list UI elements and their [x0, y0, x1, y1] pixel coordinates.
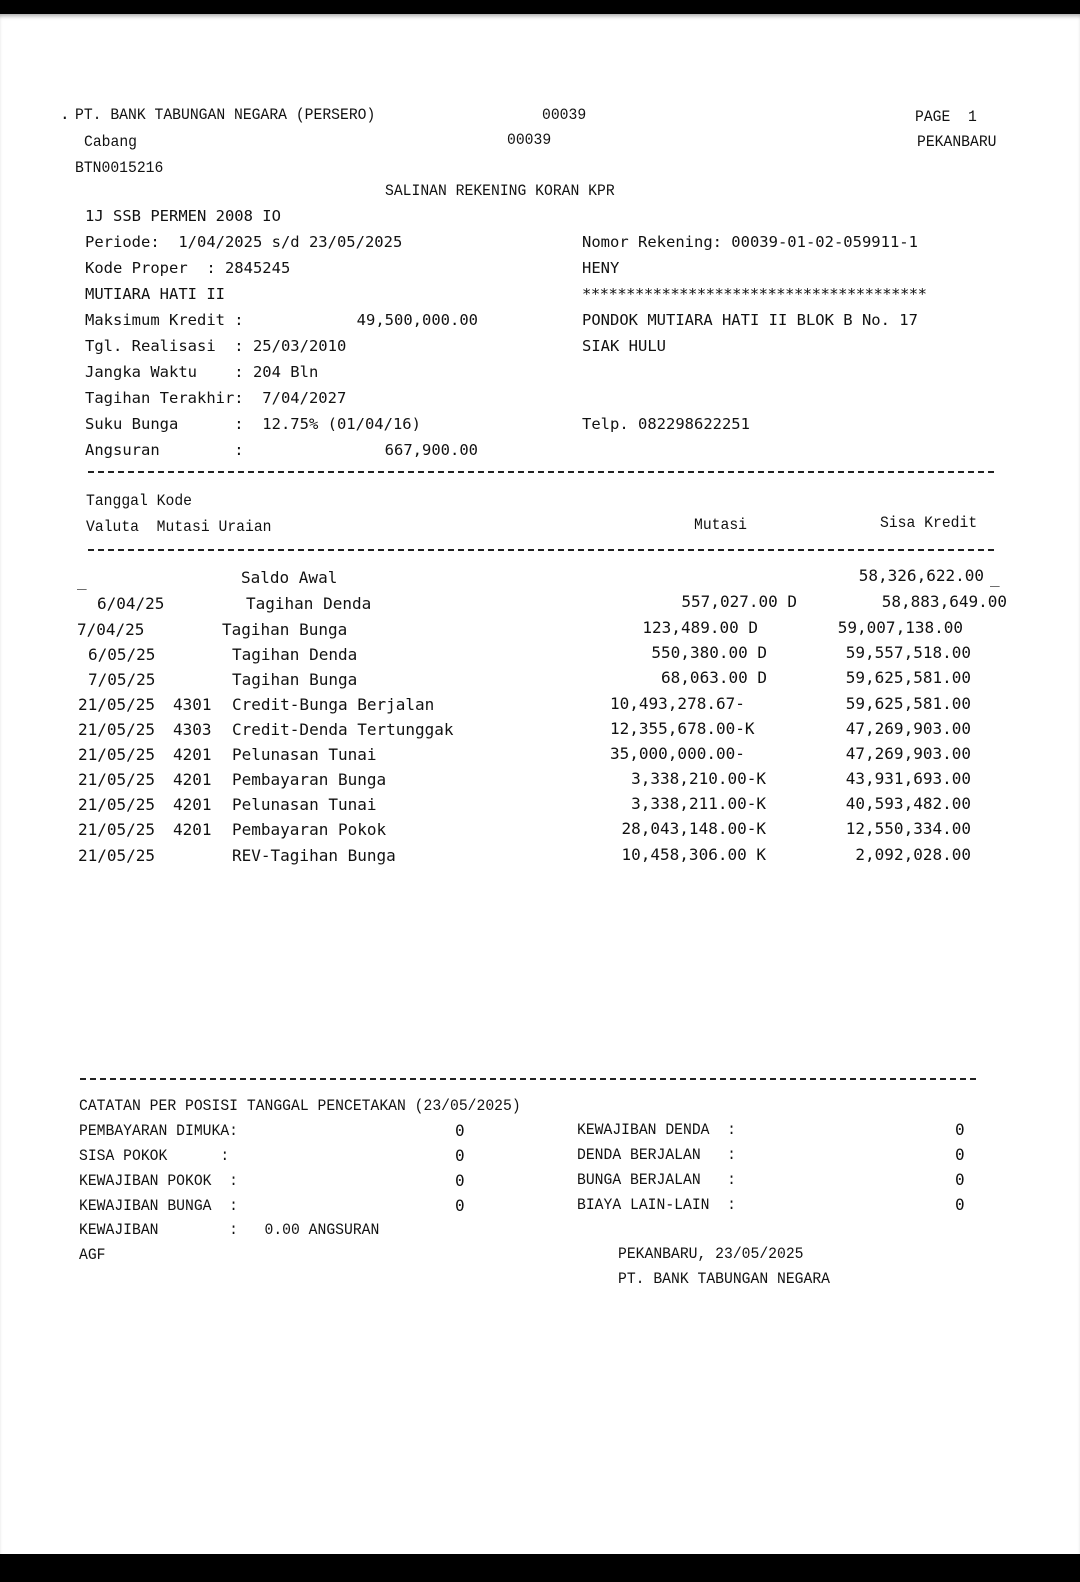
note-label-kewajiban-bunga: KEWAJIBAN BUNGA : [79, 1197, 239, 1215]
row-date: 21/05/25 [78, 820, 156, 839]
note-value-biaya-lain-lain: 0 [955, 1195, 965, 1214]
note-value-kewajiban-bunga: 0 [455, 1196, 465, 1215]
angsuran-label: Angsuran : [85, 441, 244, 459]
divider-bottom [80, 1078, 976, 1080]
place-date: PEKANBARU, 23/05/2025 [618, 1245, 804, 1263]
maksimum-kredit-label: Maksimum Kredit : [85, 311, 244, 329]
row-description: Pembayaran Bunga [232, 770, 387, 789]
row-sisa-kredit: 47,269,903.00 [845, 744, 971, 763]
note-value-pembayaran-dimuka: 0 [455, 1121, 465, 1140]
row-sisa-kredit: 59,557,518.00 [845, 643, 971, 662]
row-description: Credit-Denda Tertunggak [232, 720, 454, 739]
row-description: Pelunasan Tunai [232, 745, 377, 764]
opening-description: Saldo Awal [241, 568, 338, 587]
note-label-biaya-lain-lain: BIAYA LAIN-LAIN : [577, 1196, 737, 1214]
row-description: Pelunasan Tunai [232, 795, 377, 814]
header-bullet: . [60, 104, 70, 123]
row-sisa-kredit: 59,625,581.00 [845, 668, 971, 687]
opening-marker-right: _ [990, 568, 1000, 587]
row-mutasi: 3,338,211.00-K [631, 794, 766, 813]
tgl-realisasi: Tgl. Realisasi : 25/03/2010 [85, 337, 347, 355]
row-mutasi: 550,380.00 D [651, 643, 767, 662]
row-date: 21/05/25 [78, 745, 156, 764]
row-description: Tagihan Denda [246, 594, 372, 613]
row-sisa-kredit: 40,593,482.00 [845, 794, 971, 813]
address-line-2: SIAK HULU [582, 337, 666, 355]
opening-balance: 58,326,622.00 [858, 566, 984, 585]
divider-top [88, 471, 994, 473]
row-description: Tagihan Bunga [232, 670, 358, 689]
periode: Periode: 1/04/2025 s/d 23/05/2025 [85, 233, 403, 251]
row-mutasi: 10,493,278.67- [610, 694, 745, 713]
row-description: Pembayaran Pokok [232, 820, 387, 839]
row-sisa-kredit: 43,931,693.00 [845, 769, 971, 788]
program-name: 1J SSB PERMEN 2008 IO [85, 207, 281, 225]
branch-code: 00039 [507, 131, 552, 149]
kode-proper: Kode Proper : 2845245 [85, 259, 291, 277]
row-code: 4201 [173, 795, 212, 814]
opening-marker-left: _ [77, 571, 87, 590]
signatory: PT. BANK TABUNGAN NEGARA [618, 1270, 831, 1288]
row-sisa-kredit: 12,550,334.00 [845, 819, 971, 838]
address-line-1: PONDOK MUTIARA HATI II BLOK B No. 17 [582, 311, 918, 329]
note-label-sisa-pokok: SISA POKOK : [79, 1147, 230, 1165]
divider-header [88, 549, 994, 551]
statement-title: SALINAN REKENING KORAN KPR [385, 182, 615, 200]
row-mutasi: 68,063.00 D [661, 668, 767, 687]
row-sisa-kredit: 59,625,581.00 [845, 694, 971, 713]
row-date: 6/05/25 [88, 645, 156, 664]
row-mutasi: 10,458,306.00 K [621, 845, 766, 864]
row-mutasi: 12,355,678.00-K [610, 719, 755, 738]
project-name: MUTIARA HATI II [85, 285, 225, 303]
note-value-kewajiban-denda: 0 [955, 1120, 965, 1139]
note-value-sisa-pokok: 0 [455, 1146, 465, 1165]
row-mutasi: 3,338,210.00-K [631, 769, 766, 788]
row-description: Tagihan Denda [232, 645, 358, 664]
phone-number: Telp. 082298622251 [582, 415, 750, 433]
column-header-mutasi: Mutasi [694, 516, 748, 534]
masked-field: *************************************** [582, 285, 927, 303]
row-date: 21/05/25 [78, 720, 156, 739]
note-label-denda-berjalan: DENDA BERJALAN : [577, 1146, 737, 1164]
row-sisa-kredit: 2,092,028.00 [855, 845, 971, 864]
suku-bunga: Suku Bunga : 12.75% (01/04/16) [85, 415, 421, 433]
page-number: PAGE 1 [915, 108, 977, 126]
branch-city: PEKANBARU [917, 133, 997, 151]
statement-page [0, 14, 1080, 1554]
notes-title: CATATAN PER POSISI TANGGAL PENCETAKAN (23/05/2025) [79, 1097, 521, 1115]
note-value-denda-berjalan: 0 [955, 1145, 965, 1164]
row-date: 7/05/25 [88, 670, 156, 689]
row-sisa-kredit: 47,269,903.00 [845, 719, 971, 738]
header-code-top: 00039 [542, 106, 587, 124]
column-header-tanggal-kode: Tanggal Kode [86, 492, 193, 510]
row-date: 21/05/25 [78, 695, 156, 714]
note-label-kewajiban-pokok: KEWAJIBAN POKOK : [79, 1172, 239, 1190]
row-sisa-kredit: 59,007,138.00 [837, 618, 963, 637]
row-code: 4303 [173, 720, 212, 739]
row-date: 21/05/25 [78, 770, 156, 789]
maksimum-kredit-value: 49,500,000.00 [356, 311, 478, 329]
jangka-waktu: Jangka Waktu : 204 Bln [85, 363, 319, 381]
column-header-valuta-mutasi-uraian: Valuta Mutasi Uraian [86, 518, 272, 536]
customer-name: HENY [582, 259, 620, 277]
operator-code: AGF [79, 1246, 106, 1264]
row-date: 6/04/25 [97, 594, 165, 613]
column-header-sisa-kredit: Sisa Kredit [880, 514, 978, 532]
nomor-rekening: Nomor Rekening: 00039-01-02-059911-1 [582, 233, 918, 251]
document-id: BTN0015216 [75, 159, 164, 177]
row-description: Tagihan Bunga [222, 620, 348, 639]
row-date: 7/04/25 [77, 620, 145, 639]
note-value-bunga-berjalan: 0 [955, 1170, 965, 1189]
row-mutasi: 35,000,000.00- [610, 744, 745, 763]
bank-name: PT. BANK TABUNGAN NEGARA (PERSERO) [75, 106, 376, 124]
note-label-kewajiban-denda: KEWAJIBAN DENDA : [577, 1121, 737, 1139]
row-code: 4201 [173, 745, 212, 764]
row-mutasi: 123,489.00 D [642, 618, 758, 637]
tagihan-terakhir: Tagihan Terakhir: 7/04/2027 [85, 389, 347, 407]
row-sisa-kredit: 58,883,649.00 [881, 592, 1007, 611]
row-code: 4301 [173, 695, 212, 714]
row-date: 21/05/25 [78, 795, 156, 814]
row-mutasi: 28,043,148.00-K [621, 819, 766, 838]
angsuran-value: 667,900.00 [384, 441, 478, 459]
row-description: REV-Tagihan Bunga [232, 846, 396, 865]
row-description: Credit-Bunga Berjalan [232, 695, 435, 714]
row-code: 4201 [173, 820, 212, 839]
row-code: 4201 [173, 770, 212, 789]
row-mutasi: 557,027.00 D [681, 592, 797, 611]
branch-label: Cabang [84, 133, 138, 151]
note-label-pembayaran-dimuka: PEMBAYARAN DIMUKA: [79, 1122, 239, 1140]
kewajiban-angsuran: KEWAJIBAN : 0.00 ANGSURAN [79, 1221, 380, 1239]
row-date: 21/05/25 [78, 846, 156, 865]
note-label-bunga-berjalan: BUNGA BERJALAN : [577, 1171, 737, 1189]
note-value-kewajiban-pokok: 0 [455, 1171, 465, 1190]
